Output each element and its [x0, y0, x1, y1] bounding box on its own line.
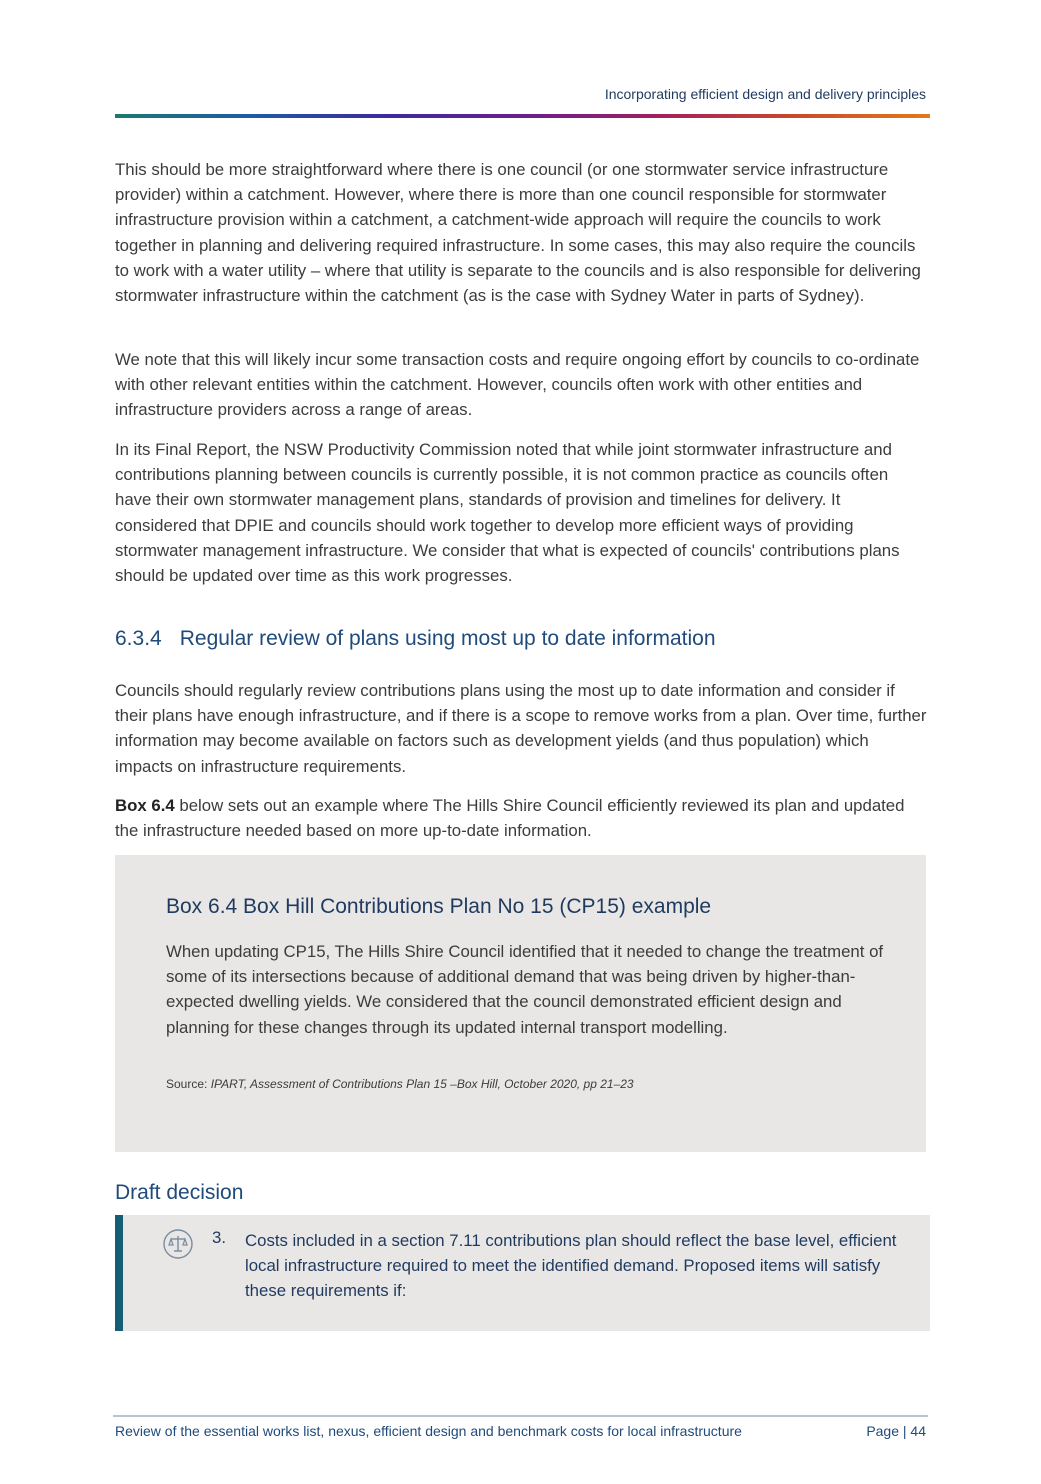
footer-divider: [113, 1415, 928, 1417]
section-number: 6.3.4: [115, 627, 162, 650]
box-title: Box 6.4 Box Hill Contributions Plan No 15 (CP15) example: [166, 895, 712, 918]
paragraph: Councils should regularly review contributions plans using the most up to date information and consider if their plans have enough infrastructure, and if there is a scope to remove works from a plan. Over time, further information may become available on factors such as development yields (and thus population) which impacts on infrastructure requirements.: [115, 681, 927, 776]
box-body: When updating CP15, The Hills Shire Council identified that it needed to change the treatment of some of its intersections because of additional demand that was being driven by higher-than-expected dwelling yields. We considered that the council demonstrated efficient design and planning for these changes through its updated internal transport modelling.: [166, 942, 884, 1037]
decision-number: 3.: [212, 1228, 226, 1247]
paragraph: This should be more straightforward where there is one council (or one stormwater service infrastructure provider) within a catchment. However, where there is more than one council responsible for stormwater infrastructure provision within a catchment, a catchment-wide approach will require the councils to work together in planning and delivering required infrastructure. In some cases, this may also require the councils to work with a water utility – where that utility is separate to the councils and is also responsible for delivering stormwater infrastructure within the catchment (as is the case with Sydney Water in parts of Sydney).: [115, 160, 921, 306]
page-header-title: Incorporating efficient design and delivery principles: [604, 86, 926, 102]
paragraph-text: below sets out an example where The Hills Shire Council efficiently reviewed its plan and updated the infrastructure needed based on more up-to-date information.: [115, 796, 905, 841]
header-divider: [115, 114, 930, 118]
box-reference: Box 6.4: [115, 796, 175, 815]
source-label: Source:: [166, 1077, 211, 1091]
decision-text: Costs included in a section 7.11 contributions plan should reflect the base level, efficient local infrastructure required to meet the identified demand. Proposed items will satisfy these requirements if:: [245, 1231, 897, 1301]
scales-icon: [163, 1229, 193, 1259]
box-source: [166, 1077, 634, 1091]
section-heading: [115, 627, 716, 651]
paragraph: We note that this will likely incur some transaction costs and require ongoing effort by councils to co-ordinate with other relevant entities within the catchment. However, councils often work with other entities and infrastructure providers across a range of areas.: [115, 350, 920, 420]
draft-decision-heading: Draft decision: [115, 1181, 244, 1204]
decision-accent-bar: [115, 1215, 123, 1331]
paragraph: In its Final Report, the NSW Productivity Commission noted that while joint stormwater infrastructure and contributions planning between councils is currently possible, it is not common practice as councils often have their own stormwater management plans, standards of provision and timelines for delivery. It considered that DPIE and councils should work together to develop more efficient ways of providing stormwater management infrastructure. We consider that what is expected of councils' contributions plans should be updated over time as this work progresses.: [115, 440, 900, 586]
source-citation: IPART, Assessment of Contributions Plan 15 –Box Hill, October 2020, pp 21–23: [210, 1077, 634, 1091]
paragraph: [115, 793, 927, 843]
footer-document-title: Review of the essential works list, nexus, efficient design and benchmark costs for local infrastructure: [115, 1423, 742, 1439]
page-number: Page | 44: [866, 1423, 926, 1439]
section-title: Regular review of plans using most up to date information: [179, 627, 716, 650]
